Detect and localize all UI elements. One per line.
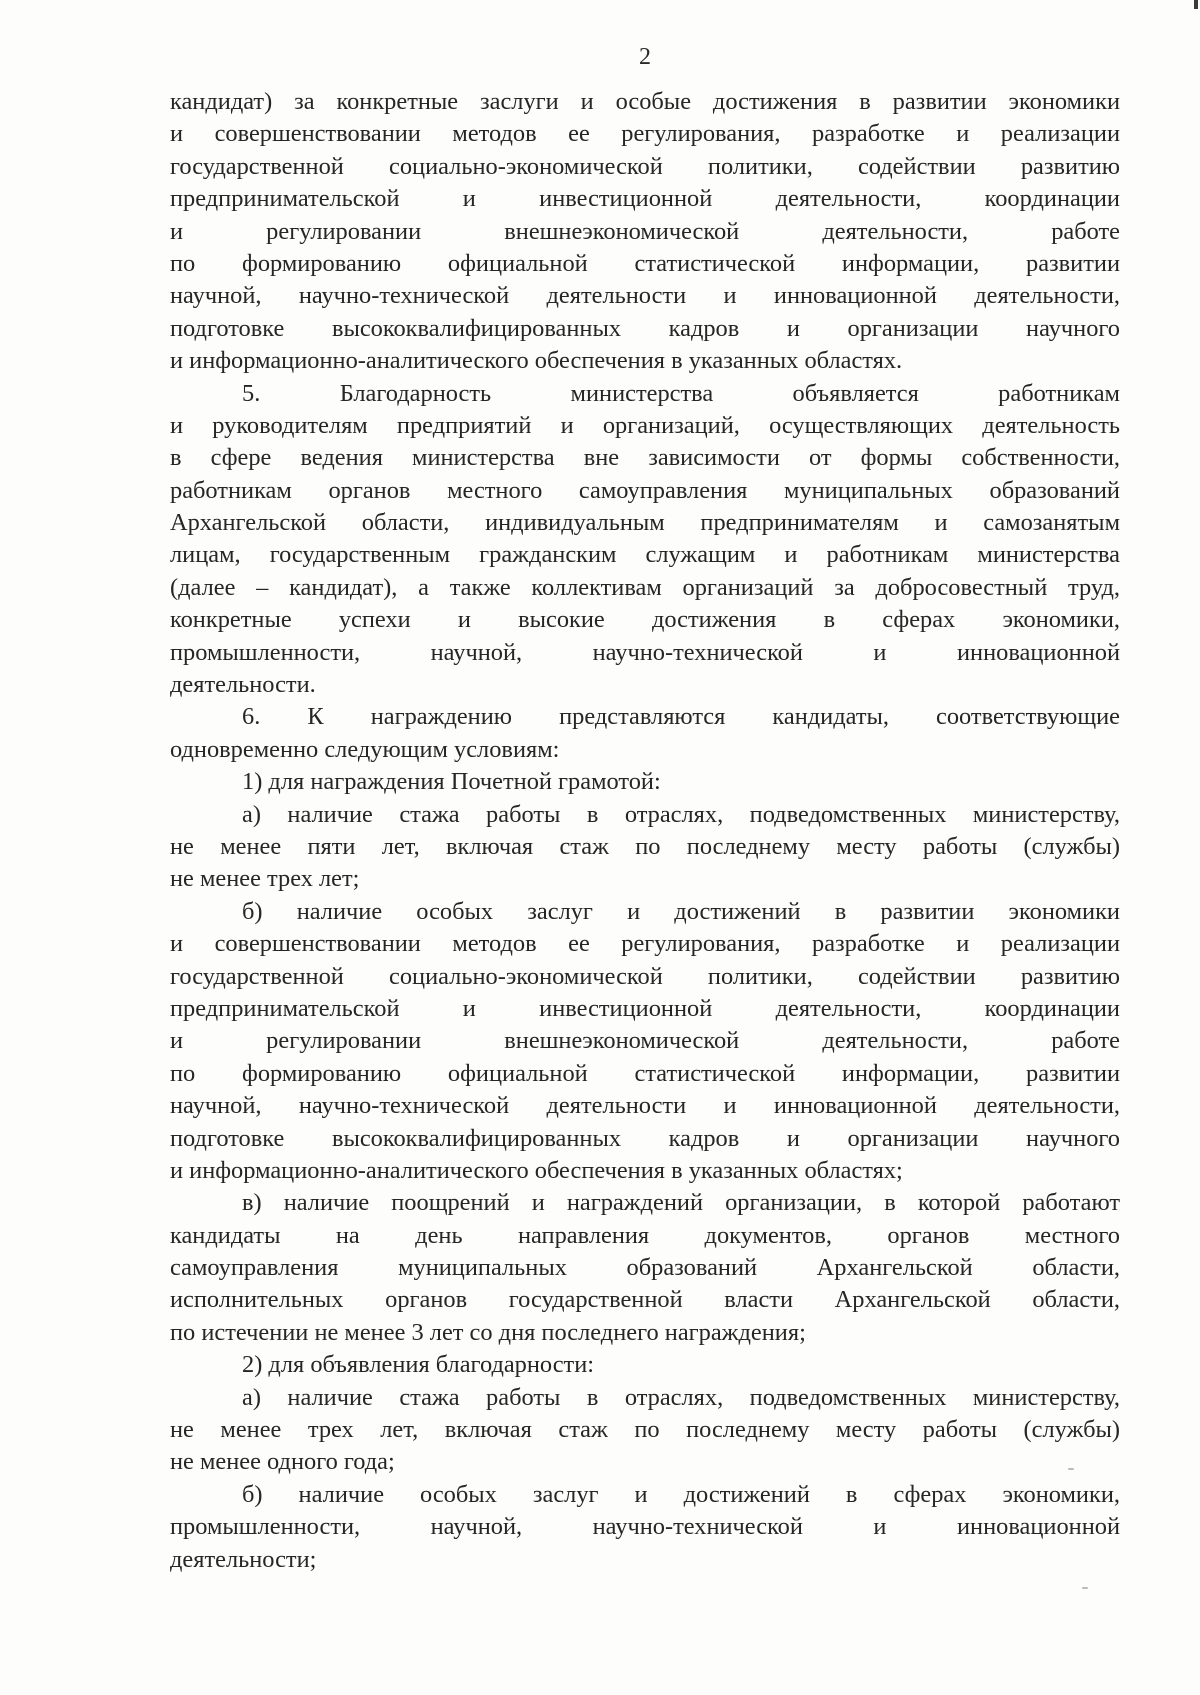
text-line: государственной социально-экономической политики, содействии развитию <box>170 152 1120 180</box>
text-line: подготовке высококвалифицированных кадров и организации научного <box>170 1124 1120 1152</box>
text-line: б) наличие особых заслуг и достижений в развитии экономики <box>242 897 1120 925</box>
text-line: лицам, государственным гражданским служащим и работникам министерства <box>170 541 1120 569</box>
text-line: 2) для объявления благодарности: <box>242 1351 595 1379</box>
text-line: а) наличие стажа работы в отраслях, подведомственных министерству, <box>242 800 1120 828</box>
text-line: и регулировании внешнеэкономической деятельности, работе <box>170 217 1120 245</box>
text-line: и совершенствовании методов ее регулирования, разработке и реализации <box>170 930 1120 958</box>
text-line: предпринимательской и инвестиционной деятельности, координации <box>170 185 1120 213</box>
text-line: не менее одного года; <box>170 1448 395 1476</box>
scan-mark <box>1194 0 1198 9</box>
text-line: работникам органов местного самоуправления муниципальных образований <box>170 476 1120 504</box>
text-line: в сфере ведения министерства вне зависимости от формы собственности, <box>170 444 1120 472</box>
text-line: кандидаты на день направления документов, органов местного <box>170 1221 1120 1249</box>
text-line: не менее трех лет; <box>170 865 360 893</box>
page-number: 2 <box>639 44 651 70</box>
text-line: и информационно-аналитического обеспечения в указанных областях. <box>170 347 903 375</box>
text-line: государственной социально-экономической политики, содействии развитию <box>170 962 1120 990</box>
text-line: и совершенствовании методов ее регулирования, разработке и реализации <box>170 120 1120 148</box>
text-line: кандидат) за конкретные заслуги и особые достижения в развитии экономики <box>170 88 1120 115</box>
text-line: Архангельской области, индивидуальным предпринимателям и самозанятым <box>170 509 1120 537</box>
text-line: одновременно следующим условиям: <box>170 735 560 763</box>
text-line: научной, научно-технической деятельности и инновационной деятельности, <box>170 282 1120 310</box>
text-line: самоуправления муниципальных образований Архангельской области, <box>170 1254 1120 1282</box>
document-body <box>170 86 1120 1576</box>
text-line: промышленности, научной, научно-технической и инновационной <box>170 638 1120 666</box>
text-line: по истечении не менее 3 лет со дня последнего награждения; <box>170 1318 806 1346</box>
text-line: исполнительных органов государственной власти Архангельской области, <box>170 1286 1120 1314</box>
text-line: конкретные успехи и высокие достижения в сферах экономики, <box>170 606 1120 634</box>
text-line: и регулировании внешнеэкономической деятельности, работе <box>170 1027 1120 1055</box>
text-line: по формированию официальной статистической информации, развитии <box>170 249 1120 277</box>
text-line: и руководителям предприятий и организаций, осуществляющих деятельность <box>170 411 1120 439</box>
text-line: не менее трех лет, включая стаж по последнему месту работы (службы) <box>170 1416 1120 1444</box>
scan-speck <box>1082 1587 1088 1589</box>
text-line: 5. Благодарность министерства объявляется работникам <box>242 379 1120 407</box>
text-line: не менее пяти лет, включая стаж по последнему месту работы (службы) <box>170 832 1120 860</box>
text-line: 1) для награждения Почетной грамотой: <box>242 768 661 796</box>
text-line: 6. К награждению представляются кандидаты, соответствующие <box>242 703 1120 731</box>
text-line: подготовке высококвалифицированных кадров и организации научного <box>170 314 1120 342</box>
scan-speck <box>1068 1468 1074 1470</box>
text-line: и информационно-аналитического обеспечения в указанных областях; <box>170 1156 903 1184</box>
text-line: предпринимательской и инвестиционной деятельности, координации <box>170 994 1120 1022</box>
text-line: а) наличие стажа работы в отраслях, подведомственных министерству, <box>242 1383 1120 1411</box>
text-line: (далее – кандидат), а также коллективам организаций за добросовестный труд, <box>170 573 1120 601</box>
text-line: в) наличие поощрений и награждений организации, в которой работают <box>242 1189 1120 1217</box>
text-line: промышленности, научной, научно-технической и инновационной <box>170 1513 1120 1541</box>
text-line: по формированию официальной статистической информации, развитии <box>170 1059 1120 1087</box>
text-line: научной, научно-технической деятельности и инновационной деятельности, <box>170 1092 1120 1120</box>
text-line: б) наличие особых заслуг и достижений в сферах экономики, <box>242 1480 1120 1508</box>
text-line: деятельности; <box>170 1545 317 1573</box>
text-line: деятельности. <box>170 671 316 699</box>
